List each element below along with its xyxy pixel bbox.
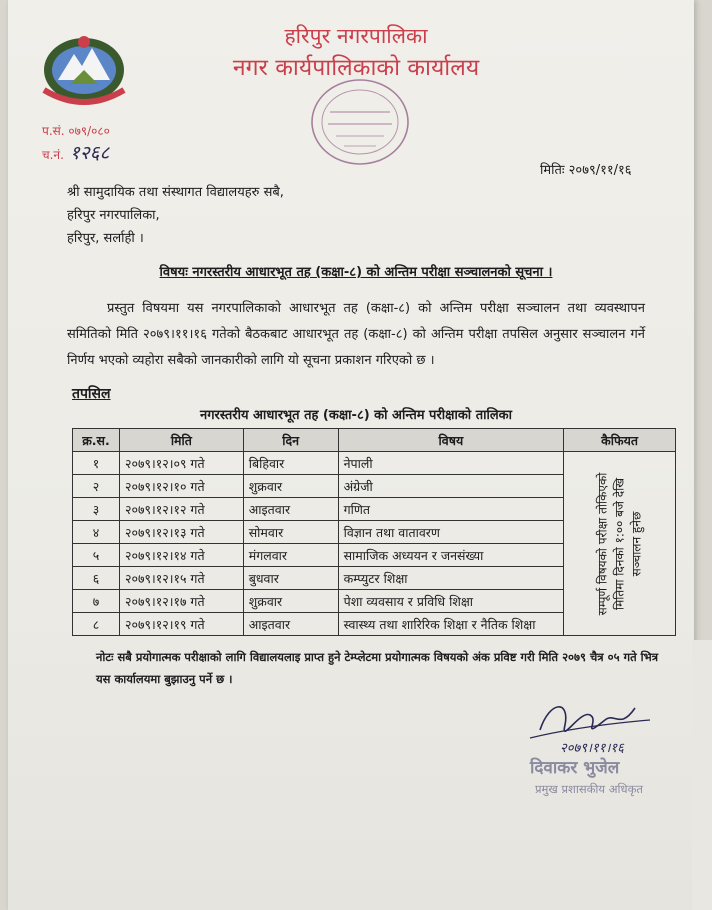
cell-subject: विज्ञान तथा वातावरण <box>338 521 564 544</box>
cell-date: २०७९।१२।१३ गते <box>119 521 243 544</box>
table-row <box>73 452 676 475</box>
cell-date: २०७९।१२।१० गते <box>119 475 243 498</box>
cell-subject: स्वास्थ्य तथा शारिरिक शिक्षा र नैतिक शिक्षा <box>338 613 564 636</box>
signatory-name: दिवाकर भुजेल <box>530 758 620 778</box>
cell-subject: गणित <box>338 498 564 521</box>
cell-sn: ४ <box>73 521 120 544</box>
cell-subject: पेशा व्यवसाय र प्रविधि शिक्षा <box>338 590 564 613</box>
letter-subject: विषयः नगरस्तरीय आधारभूत तह (कक्षा-८) को अन्तिम परीक्षा सञ्चालनको सूचना । <box>159 265 553 280</box>
reference-cn <box>42 142 110 166</box>
col-header-sn: क्र.स. <box>73 429 120 452</box>
office-subtitle: नगर कार्यपालिकाको कार्यालय <box>232 55 480 81</box>
cell-day: बुधवार <box>243 567 338 590</box>
cell-sn: ५ <box>73 544 120 567</box>
cell-remark <box>564 452 676 636</box>
recipient-line: हरिपुर, सर्लाही । <box>67 231 144 246</box>
cell-day: आइतवार <box>243 613 338 636</box>
cell-day: शुक्रवार <box>243 475 338 498</box>
reference-cn-label: च.नं. <box>42 148 64 162</box>
recipient-line: श्री सामुदायिक तथा संस्थागत विद्यालयहरु सबै, <box>67 185 284 200</box>
cell-subject: अंग्रेजी <box>338 475 564 498</box>
cell-date: २०७९।१२।१२ गते <box>119 498 243 521</box>
reference-numbers <box>42 120 110 166</box>
letter-date: मितिः २०७९/११/१६ <box>540 163 632 178</box>
cell-day: सोमवार <box>243 521 338 544</box>
schedule-caption: नगरस्तरीय आधारभूत तह (कक्षा-८) को अन्तिम परीक्षाको तालिका <box>199 408 512 423</box>
cell-sn: ६ <box>73 567 120 590</box>
col-header-day: दिन <box>243 429 338 452</box>
cell-subject: कम्प्युटर शिक्षा <box>338 567 564 590</box>
svg-text:२०७९।११।१६: २०७९।११।१६ <box>560 741 624 756</box>
col-header-subject: विषय <box>338 429 564 452</box>
remark-text: सम्पूर्ण विषयको परीक्षा तोकिएको मितिमा दिनको १:०० बजे देखि सञ्चालन हुनेछ <box>595 472 644 615</box>
table-header-row <box>73 429 676 452</box>
office-name: हरिपुर नगरपालिका <box>284 24 428 48</box>
recipient-line: हरिपुर नगरपालिका, <box>67 208 160 223</box>
cell-sn: ७ <box>73 590 120 613</box>
cell-sn: २ <box>73 475 120 498</box>
exam-schedule-table <box>72 428 676 636</box>
cell-date: २०७९।१२।०९ गते <box>119 452 243 475</box>
cell-day: मंगलवार <box>243 544 338 567</box>
cell-sn: १ <box>73 452 120 475</box>
col-header-remark: कैफियत <box>564 429 676 452</box>
cell-date: २०७९।१२।१९ गते <box>119 613 243 636</box>
cell-day: बिहिवार <box>243 452 338 475</box>
reference-cn-value: १२६८ <box>69 142 110 164</box>
cell-day: शुक्रवार <box>243 590 338 613</box>
signatory-post: प्रमुख प्रशासकीय अधिकृत <box>535 782 643 796</box>
footnote: नोटः सबै प्रयोगात्मक परीक्षाको लागि विद्यालयलाइ प्राप्त हुने टेम्प्लेटमा प्रयोगात्मक विषयको अंक प्रविष्ट गरी मिति २०७९ चैत्र ०५ गते भित्र यस कार्यालयमा बुझाउनु पर्ने छ । <box>96 650 659 686</box>
letter-body: प्रस्तुत विषयमा यस नगरपालिकाको आधारभूत तह (कक्षा-८) को अन्तिम परीक्षा सञ्चालन तथा व्यवस्थापन समितिको मिति २०७९।११।१६ गतेको बैठकबाट आधारभूत तह (कक्षा-८) को अन्तिम परीक्षा तपसिल अनुसार सञ्चालन गर्ने निर्णय भएको व्यहोरा सबैको जानकारीको लागि यो सूचना प्रकाशन गरिएको छ । <box>67 301 645 368</box>
schedule-heading: तपसिल <box>72 386 111 402</box>
background-paper-edge <box>692 640 712 910</box>
cell-date: २०७९।१२।१४ गते <box>119 544 243 567</box>
reference-ps: प.सं. ०७९/०८० <box>42 124 110 138</box>
handwritten-signature <box>520 690 660 760</box>
cell-subject: सामाजिक अध्ययन र जनसंख्या <box>338 544 564 567</box>
cell-subject: नेपाली <box>338 452 564 475</box>
col-header-date: मिति <box>119 429 243 452</box>
cell-date: २०७९।१२।१५ गते <box>119 567 243 590</box>
recipient-address <box>67 181 284 250</box>
cell-sn: ८ <box>73 613 120 636</box>
cell-sn: ३ <box>73 498 120 521</box>
cell-day: आइतवार <box>243 498 338 521</box>
cell-date: २०७९।१२।१७ गते <box>119 590 243 613</box>
office-seal-stamp <box>300 72 420 172</box>
